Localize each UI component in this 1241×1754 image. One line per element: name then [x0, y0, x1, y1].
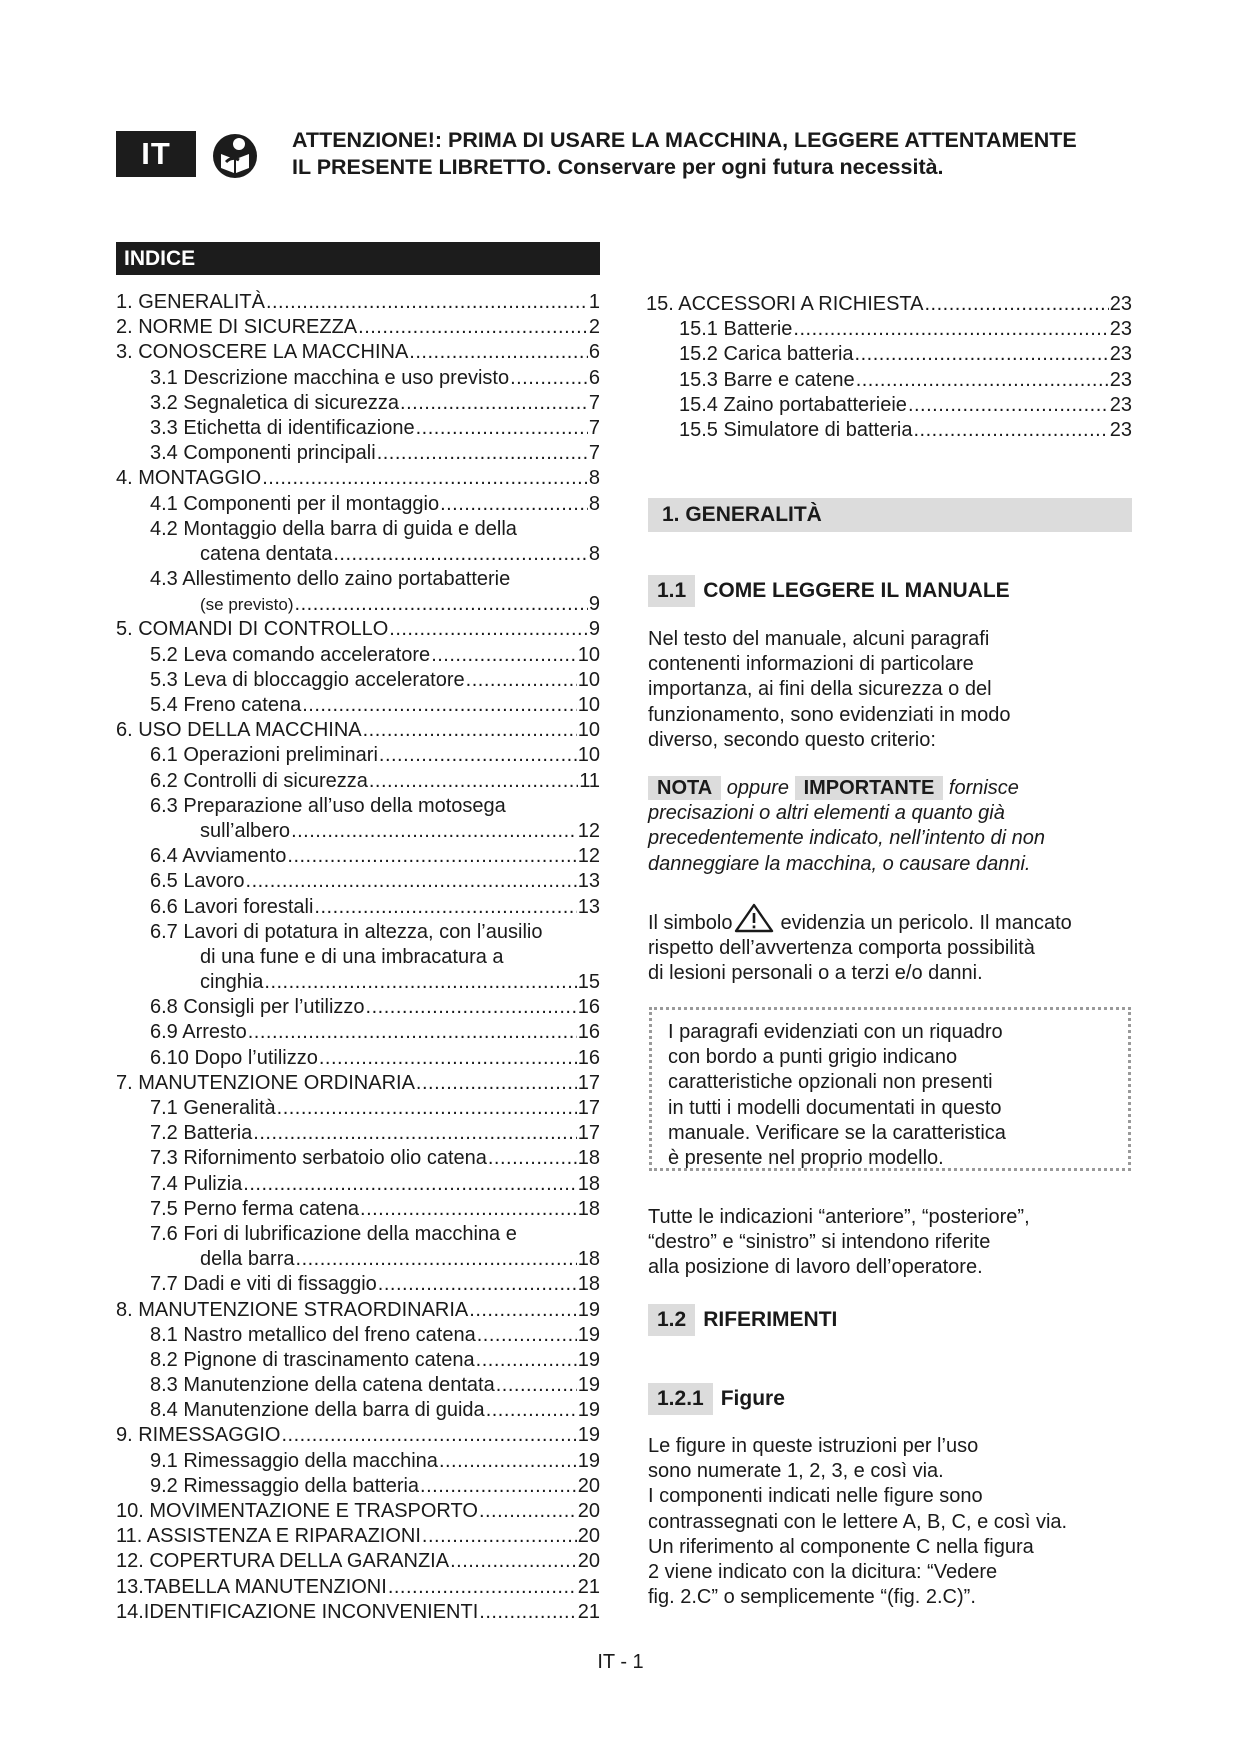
toc-entry: [116, 718, 600, 743]
toc-entry: [116, 743, 600, 768]
text-line: diverso, secondo questo criterio:: [648, 728, 936, 751]
section-heading-generalita: 1. GENERALITÀ: [648, 498, 1132, 532]
toc-leader-dots: [314, 895, 576, 920]
toc-entry-page: 6: [588, 341, 600, 364]
toc-entry-label: 6.7 Lavori di potatura in altezza, con l’ausilio: [150, 920, 543, 943]
text-line: importanza, ai fini della sicurezza o del: [648, 678, 992, 701]
toc-entry: [646, 317, 1132, 342]
toc-entry-page: 16: [577, 996, 600, 1019]
text-line: precedentemente indicato, nell’intento di non: [648, 827, 1045, 850]
toc-entry-label: 3.3 Etichetta di identificazione: [150, 416, 415, 439]
text-line: alla posizione di lavoro dell’operatore.: [648, 1256, 983, 1279]
toc-entry-label: di una fune e di una imbracatura a: [200, 945, 504, 968]
toc-entry-page: 19: [577, 1449, 600, 1472]
warning-triangle-icon: [734, 903, 774, 933]
toc-entry-label: 8. MANUTENZIONE STRAORDINARIA: [116, 1298, 469, 1321]
toc-entry-label: 6.1 Operazioni preliminari: [150, 744, 378, 767]
toc-entry: [116, 1146, 600, 1171]
toc-entry-page: 19: [577, 1374, 600, 1397]
toc-left-column: [116, 290, 600, 1625]
intro-paragraph: [648, 627, 1148, 753]
toc-entry-label: 11. ASSISTENZA E RIPARAZIONI: [116, 1525, 421, 1548]
toc-entry: [116, 769, 600, 794]
toc-entry-label: 5.4 Freno catena: [150, 694, 302, 716]
toc-leader-dots: [477, 1323, 577, 1348]
toc-entry-label: 9. RIMESSAGGIO: [116, 1424, 281, 1447]
toc-leader-dots: [264, 970, 576, 995]
toc-entry: [116, 1323, 600, 1348]
toc-entry-label: 5. COMANDI DI CONTROLLO: [116, 618, 389, 641]
toc-entry: [116, 1272, 600, 1297]
text-line: contrassegnati con le lettere A, B, C, e così via.: [648, 1510, 1068, 1533]
toc-entry-page: 16: [577, 1021, 600, 1044]
toc-entry-label: sull’albero: [200, 819, 291, 842]
toc-entry: [116, 366, 600, 391]
toc-leader-dots: [439, 1449, 577, 1474]
toc-leader-dots: [409, 340, 588, 365]
toc-entry: [116, 391, 600, 416]
toc-leader-dots: [925, 292, 1109, 317]
toc-entry: [116, 1373, 600, 1398]
toc-entry-page: 21: [577, 1575, 600, 1598]
text-line: caratteristiche opzionali non presenti: [668, 1071, 993, 1094]
toc-entry-label: 7.7 Dadi e viti di fissaggio: [150, 1273, 377, 1296]
toc-entry-page: 23: [1109, 293, 1132, 315]
toc-entry-page: 20: [577, 1474, 600, 1497]
toc-entry-label: 7.5 Perno ferma catena: [150, 1197, 360, 1220]
toc-leader-dots: [793, 317, 1108, 342]
toc-entry: [116, 920, 600, 945]
toc-entry: [116, 1222, 600, 1247]
toc-leader-dots: [431, 643, 577, 668]
toc-entry-page: 12: [577, 819, 600, 842]
toc-entry-label: 7.6 Fori di lubrificazione della macchina e: [150, 1222, 517, 1245]
toc-leader-dots: [369, 769, 578, 794]
toc-leader-dots: [319, 1046, 577, 1071]
toc-entry-page: 23: [1109, 393, 1132, 416]
toc-entry: [116, 1423, 600, 1448]
toc-entry: [116, 592, 600, 617]
toc-leader-dots: [476, 1348, 577, 1373]
text-line: Nel testo del manuale, alcuni paragrafi: [648, 628, 990, 650]
subsection-heading-1-2: [648, 1304, 837, 1336]
toc-entry-label: 8.2 Pignone di trascinamento catena: [150, 1348, 475, 1371]
toc-entry-page: 23: [1109, 418, 1132, 441]
toc-leader-dots: [389, 617, 588, 642]
toc-entry: [646, 342, 1132, 367]
toc-entry-label: 7. MANUTENZIONE ORDINARIA: [116, 1071, 415, 1094]
toc-entry: [116, 869, 600, 894]
toc-right-column: [646, 292, 1132, 443]
toc-entry-label: 4.2 Montaggio della barra di guida e della: [150, 517, 517, 540]
toc-leader-dots: [466, 668, 577, 693]
toc-leader-dots: [486, 1398, 577, 1423]
toc-leader-dots: [908, 393, 1109, 418]
toc-entry: [116, 1398, 600, 1423]
text-line: fig. 2.C” o semplicemente “(fig. 2.C)”.: [648, 1586, 976, 1609]
toc-entry: [116, 542, 600, 567]
nota-tag: NOTA: [648, 776, 721, 800]
toc-entry: [116, 517, 600, 542]
toc-entry: [116, 643, 600, 668]
toc-entry-label: 12. COPERTURA DELLA GARANZIA: [116, 1550, 450, 1573]
toc-entry: [116, 945, 600, 970]
toc-entry-page: 17: [577, 1071, 600, 1094]
toc-entry-page: 7: [588, 391, 600, 414]
toc-entry: [116, 1197, 600, 1222]
toc-leader-dots: [291, 819, 577, 844]
toc-entry-page: 18: [577, 1273, 600, 1296]
toc-entry-label: 1. GENERALITÀ: [116, 291, 265, 313]
toc-entry: [116, 290, 600, 315]
toc-entry-page: 17: [577, 1097, 600, 1119]
toc-leader-dots: [496, 1373, 577, 1398]
toc-entry-label: 4.1 Componenti per il montaggio: [150, 492, 440, 515]
warning-line-2: IL PRESENTE LIBRETTO. Conservare per ogni futura necessità.: [292, 155, 944, 179]
optional-features-box: [649, 1007, 1131, 1171]
toc-entry-page: 18: [577, 1248, 600, 1271]
toc-entry: [116, 1020, 600, 1045]
text-line: danneggiare la macchina, o causare danni.: [648, 852, 1031, 875]
toc-entry-label: 5.3 Leva di bloccaggio acceleratore: [150, 668, 465, 691]
subsection-title: COME LEGGERE IL MANUALE: [703, 579, 1010, 602]
toc-leader-dots: [333, 542, 588, 567]
text-line: precisazioni o altri elementi a quanto già: [648, 802, 1005, 825]
toc-entry-label: 7.3 Rifornimento serbatoio olio catena: [150, 1147, 487, 1170]
toc-leader-dots: [479, 1499, 577, 1524]
text-line: in tutti i modelli documentati in questo: [668, 1096, 1002, 1119]
toc-leader-dots: [287, 844, 576, 869]
subsection-number: 1.2.1: [648, 1383, 713, 1415]
toc-entry: [116, 844, 600, 869]
toc-entry-label: 5.2 Leva comando acceleratore: [150, 643, 431, 666]
toc-leader-dots: [281, 1423, 576, 1448]
toc-entry-page: 10: [577, 668, 600, 691]
subsection-number: 1.1: [648, 575, 695, 607]
text-line: I paragrafi evidenziati con un riquadro: [668, 1021, 1003, 1043]
fornisce-text: fornisce: [948, 777, 1019, 799]
toc-entry-page: 8: [588, 467, 600, 490]
toc-leader-dots: [422, 1524, 577, 1549]
toc-entry-page: 15: [577, 971, 600, 994]
toc-leader-dots: [450, 1549, 577, 1574]
toc-entry: [116, 1600, 600, 1625]
toc-entry-label: 6.4 Avviamento: [150, 845, 287, 868]
toc-entry-page: 19: [577, 1323, 600, 1346]
toc-entry: [116, 466, 600, 491]
toc-entry-label: 15.4 Zaino portabatterieie: [679, 393, 907, 416]
toc-leader-dots: [856, 368, 1109, 393]
toc-entry-label: 6.9 Arresto: [150, 1021, 247, 1044]
symbol-suffix: evidenzia un pericolo. Il mancato: [780, 912, 1072, 934]
toc-leader-dots: [510, 366, 588, 391]
toc-leader-dots: [243, 1172, 576, 1197]
toc-entry-label: 4. MONTAGGIO: [116, 467, 262, 490]
toc-entry-page: 19: [577, 1298, 600, 1321]
toc-entry-page: 7: [588, 442, 600, 465]
toc-entry-page: 21: [577, 1600, 600, 1623]
toc-leader-dots: [277, 1096, 577, 1121]
page-number: IT - 1: [597, 1651, 644, 1673]
toc-entry: [116, 1172, 600, 1197]
text-line: Tutte le indicazioni “anteriore”, “posteriore”,: [648, 1206, 1030, 1228]
toc-entry-label: 8.3 Manutenzione della catena dentata: [150, 1374, 495, 1397]
toc-leader-dots: [400, 391, 588, 416]
toc-entry-label: 15. ACCESSORI A RICHIESTA: [646, 293, 924, 315]
toc-entry: [646, 292, 1132, 317]
toc-entry-page: 19: [577, 1424, 600, 1447]
toc-entry-label: 6.2 Controlli di sicurezza: [150, 769, 368, 792]
toc-entry-page: 19: [577, 1348, 600, 1371]
toc-entry-label: 7.4 Pulizia: [150, 1172, 243, 1195]
importante-tag: IMPORTANTE: [795, 776, 944, 800]
toc-entry-page: 1: [588, 291, 600, 313]
language-badge: IT: [116, 131, 196, 177]
toc-entry-page: 2: [588, 316, 600, 339]
subsection-heading-1-1: [648, 575, 1132, 607]
toc-entry: [116, 1096, 600, 1121]
toc-leader-dots: [253, 1121, 576, 1146]
toc-entry: [116, 617, 600, 642]
subsection-heading-1-2-1: [648, 1383, 785, 1415]
toc-entry: [116, 1298, 600, 1323]
toc-entry: [116, 416, 600, 441]
toc-entry-label: 6.6 Lavori forestali: [150, 895, 314, 918]
toc-entry-label: 3.1 Descrizione macchina e uso previsto: [150, 366, 510, 389]
toc-entry: [116, 315, 600, 340]
text-line: Un riferimento al componente C nella figura: [648, 1535, 1034, 1558]
toc-leader-dots: [416, 416, 588, 441]
toc-entry-label: 15.5 Simulatore di batteria: [679, 418, 913, 441]
subsection-title: RIFERIMENTI: [703, 1308, 838, 1331]
toc-entry-label: cinghia: [200, 971, 264, 994]
text-line: 2 viene indicato con la dicitura: “Vedere: [648, 1561, 998, 1584]
toc-leader-dots: [262, 466, 588, 491]
toc-entry: [116, 794, 600, 819]
toc-entry-page: 10: [577, 719, 600, 742]
toc-entry: [116, 1449, 600, 1474]
toc-entry-label: 3.4 Componenti principali: [150, 442, 376, 465]
text-line: rispetto dell’avvertenza comporta possibilità: [648, 937, 1035, 960]
toc-entry-label: della barra: [200, 1248, 295, 1271]
warning-symbol-paragraph: [648, 903, 1148, 987]
toc-entry-label: (se previsto): [200, 595, 294, 615]
toc-entry-label: 15.1 Batterie: [679, 318, 793, 341]
toc-leader-dots: [302, 693, 577, 718]
text-line: “destro” e “sinistro” si intendono riferite: [648, 1231, 991, 1254]
toc-entry: [116, 567, 600, 592]
toc-leader-dots: [266, 290, 588, 315]
text-line: I componenti indicati nelle figure sono: [648, 1485, 983, 1508]
symbol-prefix: Il simbolo: [648, 912, 733, 934]
subsection-title: Figure: [720, 1387, 785, 1410]
nota-paragraph: [648, 776, 1148, 877]
toc-entry-page: 20: [577, 1550, 600, 1573]
toc-entry: [116, 668, 600, 693]
toc-leader-dots: [295, 592, 588, 617]
toc-entry-label: 14.IDENTIFICAZIONE INCONVENIENTI: [116, 1600, 479, 1623]
toc-entry: [116, 1247, 600, 1272]
toc-leader-dots: [358, 315, 588, 340]
toc-entry: [116, 1575, 600, 1600]
toc-leader-dots: [913, 418, 1108, 443]
toc-entry: [116, 1348, 600, 1373]
toc-entry-page: 17: [577, 1122, 600, 1145]
toc-entry: [116, 441, 600, 466]
toc-entry-label: 7.1 Generalità: [150, 1097, 276, 1119]
toc-entry-page: 7: [588, 416, 600, 439]
toc-entry: [116, 995, 600, 1020]
toc-entry-page: 18: [577, 1172, 600, 1195]
text-line: Le figure in queste istruzioni per l’uso: [648, 1435, 979, 1457]
toc-entry-label: 6. USO DELLA MACCHINA: [116, 719, 362, 742]
text-line: con bordo a punti grigio indicano: [668, 1046, 958, 1069]
text-line: funzionamento, sono evidenziati in modo: [648, 703, 1011, 726]
toc-entry-label: 6.5 Lavoro: [150, 870, 245, 893]
toc-entry-page: 18: [577, 1197, 600, 1220]
toc-entry-label: 6.10 Dopo l’utilizzo: [150, 1046, 318, 1069]
oppure-text: oppure: [726, 777, 790, 799]
toc-entry: [116, 1046, 600, 1071]
toc-entry-page: 10: [577, 694, 600, 716]
toc-entry-page: 10: [577, 744, 600, 767]
read-manual-icon: [212, 132, 258, 180]
toc-entry: [116, 492, 600, 517]
subsection-number: 1.2: [648, 1304, 695, 1336]
toc-entry-page: 18: [577, 1147, 600, 1170]
directions-paragraph: [648, 1205, 1148, 1281]
toc-entry-label: 9.2 Rimessaggio della batteria: [150, 1474, 420, 1497]
figures-paragraph: [648, 1434, 1148, 1610]
toc-leader-dots: [378, 1272, 577, 1297]
text-line: manuale. Verificare se la caratteristica: [668, 1121, 1006, 1144]
toc-entry-label: catena dentata: [200, 542, 333, 565]
toc-entry-page: 23: [1109, 368, 1132, 391]
text-line: è presente nel proprio modello.: [668, 1147, 944, 1170]
toc-entry-page: 23: [1109, 318, 1132, 341]
toc-leader-dots: [488, 1146, 577, 1171]
warning-line-1: ATTENZIONE!: PRIMA DI USARE LA MACCHINA, LEGGERE ATTENTAMENTE: [292, 128, 1077, 152]
toc-entry-page: 9: [588, 593, 600, 616]
toc-entry-label: 9.1 Rimessaggio della macchina: [150, 1449, 438, 1472]
toc-entry: [116, 1549, 600, 1574]
toc-entry-page: 10: [577, 643, 600, 666]
toc-leader-dots: [296, 1247, 577, 1272]
toc-leader-dots: [248, 1020, 577, 1045]
toc-leader-dots: [479, 1600, 576, 1625]
toc-entry-label: 15.2 Carica batteria: [679, 343, 854, 366]
toc-leader-dots: [246, 869, 577, 894]
toc-entry-label: 13.TABELLA MANUTENZIONI: [116, 1575, 387, 1598]
toc-entry-label: 3.2 Segnaletica di sicurezza: [150, 391, 400, 414]
toc-entry-page: 13: [577, 870, 600, 893]
toc-leader-dots: [440, 492, 588, 517]
toc-entry-label: 4.3 Allestimento dello zaino portabatterie: [150, 568, 511, 591]
toc-entry: [116, 693, 600, 718]
toc-leader-dots: [377, 441, 588, 466]
toc-entry-page: 23: [1109, 343, 1132, 366]
toc-leader-dots: [855, 342, 1109, 367]
toc-leader-dots: [420, 1474, 577, 1499]
toc-leader-dots: [388, 1575, 577, 1600]
toc-entry-page: 19: [577, 1399, 600, 1422]
toc-entry-label: 8.4 Manutenzione della barra di guida: [150, 1399, 485, 1422]
toc-entry: [116, 819, 600, 844]
toc-entry-page: 9: [588, 618, 600, 641]
toc-entry-page: 12: [577, 845, 600, 868]
toc-entry-label: 6.3 Preparazione all’uso della motosega: [150, 794, 506, 817]
toc-entry: [116, 895, 600, 920]
toc-entry-page: 6: [588, 366, 600, 389]
toc-entry: [116, 1474, 600, 1499]
toc-entry-label: 2. NORME DI SICUREZZA: [116, 316, 358, 339]
toc-entry-page: 8: [588, 492, 600, 515]
toc-entry-page: 20: [577, 1525, 600, 1548]
toc-entry: [116, 340, 600, 365]
index-title: INDICE: [116, 242, 600, 275]
text-line: contenenti informazioni di particolare: [648, 653, 974, 676]
toc-entry-page: 11: [579, 769, 600, 792]
toc-leader-dots: [416, 1071, 577, 1096]
toc-entry-label: 6.8 Consigli per l’utilizzo: [150, 996, 365, 1019]
toc-entry-label: 3. CONOSCERE LA MACCHINA: [116, 341, 409, 364]
toc-leader-dots: [366, 995, 577, 1020]
toc-entry: [116, 1071, 600, 1096]
toc-entry: [116, 970, 600, 995]
toc-entry: [116, 1499, 600, 1524]
toc-entry-page: 8: [588, 542, 600, 565]
toc-entry: [646, 368, 1132, 393]
toc-entry-label: 15.3 Barre e catene: [679, 368, 855, 391]
toc-leader-dots: [379, 743, 577, 768]
toc-entry-label: 8.1 Nastro metallico del freno catena: [150, 1323, 476, 1346]
toc-entry: [116, 1121, 600, 1146]
warning-header: [292, 127, 1152, 181]
text-line: di lesioni personali o a terzi e/o danni.: [648, 962, 983, 985]
toc-entry-page: 20: [577, 1500, 600, 1522]
toc-entry: [646, 393, 1132, 418]
toc-entry-page: 13: [577, 895, 600, 918]
toc-entry-label: 7.2 Batteria: [150, 1122, 253, 1145]
toc-leader-dots: [363, 718, 577, 743]
toc-entry: [116, 1524, 600, 1549]
toc-leader-dots: [469, 1298, 576, 1323]
text-line: sono numerate 1, 2, 3, e così via.: [648, 1460, 944, 1483]
toc-leader-dots: [360, 1197, 577, 1222]
toc-entry-label: 10. MOVIMENTAZIONE E TRASPORTO: [116, 1500, 478, 1522]
toc-entry: [646, 418, 1132, 443]
toc-entry-page: 16: [577, 1046, 600, 1069]
